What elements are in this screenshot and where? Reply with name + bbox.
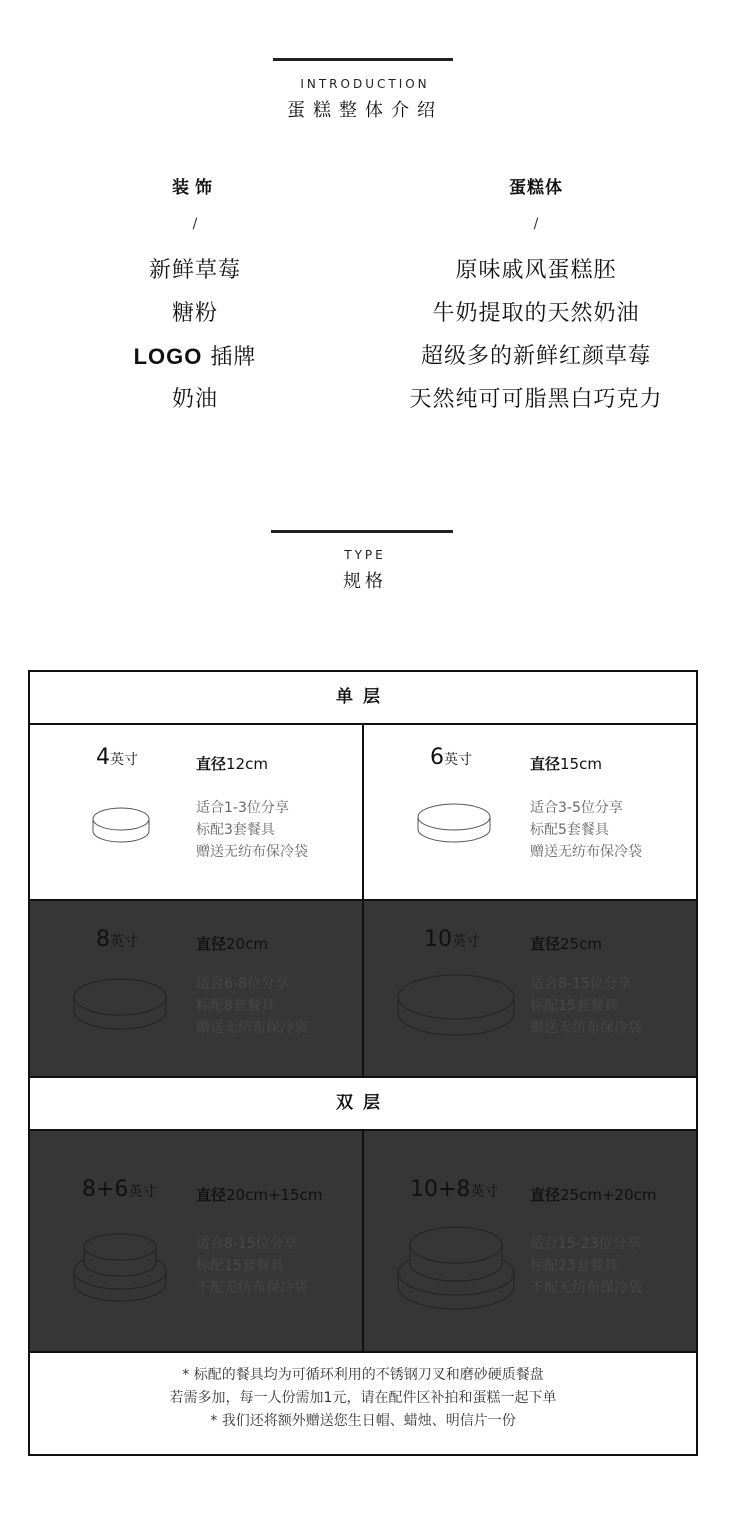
- size-label: 10+8英寸: [410, 1177, 499, 1202]
- divider: [30, 1351, 696, 1353]
- decoration-item: 新鲜草莓: [148, 258, 241, 283]
- intro-top-rule: [273, 58, 453, 61]
- cake-body-item: 原味戚风蛋糕胚: [455, 258, 617, 283]
- size-label: 8+6英寸: [82, 1177, 157, 1202]
- double-cake-icon: [70, 1229, 170, 1309]
- decoration-slash: /: [192, 216, 198, 232]
- bag-text: 赠送无纺布保冷袋: [530, 1020, 642, 1036]
- tableware-text: 标配5套餐具: [530, 822, 609, 838]
- logo-word: LOGO: [133, 344, 203, 369]
- intro-title: 蛋糕整体介绍: [287, 100, 443, 121]
- cake-info: [196, 973, 308, 1039]
- cake-info: [530, 1233, 642, 1299]
- bag-text: 赠送无纺布保冷袋: [196, 1020, 308, 1036]
- decoration-column: [95, 176, 295, 421]
- cake-body-item: 牛奶提取的天然奶油: [432, 301, 640, 326]
- cake-info: [530, 797, 642, 863]
- decoration-item-label: 插牌: [210, 345, 257, 370]
- diameter-label: 直径25cm+20cm: [530, 1186, 657, 1204]
- diameter-label: 直径20cm+15cm: [196, 1186, 323, 1204]
- note-line: * 我们还将额外赠送您生日帽、蜡烛、明信片一份: [210, 1413, 516, 1429]
- double-cake-icon: [394, 1221, 518, 1317]
- cake-icon: [414, 797, 494, 853]
- size-label: 10英寸: [424, 927, 480, 952]
- diameter-label: 直径15cm: [530, 755, 602, 773]
- cake-icon: [394, 967, 518, 1047]
- spec-table: [28, 670, 698, 1456]
- size-card-10-8: [364, 1131, 696, 1351]
- cake-body-slash: /: [533, 216, 539, 232]
- size-label: 8英寸: [96, 927, 138, 952]
- decoration-title: 装饰: [172, 178, 218, 198]
- tableware-text: 标配23套餐具: [530, 1258, 618, 1274]
- tableware-text: 标配15套餐具: [196, 1258, 284, 1274]
- size-label: 6英寸: [430, 745, 472, 770]
- intro-header: [0, 74, 730, 126]
- cake-info: [196, 797, 308, 863]
- intro-eyebrow: INTRODUCTION: [300, 77, 430, 91]
- serves-text: 适合3-5位分享: [530, 800, 623, 816]
- tableware-text: 标配8套餐具: [196, 998, 275, 1014]
- single-layer-header: 单层: [30, 672, 696, 723]
- size-card-8: [30, 901, 362, 1076]
- bag-text: 不配无纺布保冷袋: [196, 1280, 308, 1296]
- serves-text: 适合8-15位分享: [196, 1236, 298, 1252]
- serves-text: 适合15-23位分享: [530, 1236, 641, 1252]
- serves-text: 适合6-8位分享: [196, 976, 289, 992]
- bag-text: 赠送无纺布保冷袋: [196, 844, 308, 860]
- decoration-item: [95, 335, 295, 378]
- cake-body-column: [386, 176, 686, 421]
- cake-body-item: 超级多的新鲜红颜草莓: [420, 344, 651, 369]
- tableware-text: 标配3套餐具: [196, 822, 275, 838]
- size-card-4: [30, 725, 362, 899]
- note-line: 若需多加，每一人份需加1元，请在配件区补拍和蛋糕一起下单: [169, 1390, 557, 1406]
- cake-body-item: 天然纯可可脂黑白巧克力: [409, 387, 663, 412]
- bag-text: 不配无纺布保冷袋: [530, 1280, 642, 1296]
- divider: [362, 1131, 364, 1351]
- diameter-label: 直径25cm: [530, 935, 602, 953]
- tableware-text: 标配15套餐具: [530, 998, 618, 1014]
- cake-info: [530, 973, 642, 1039]
- diameter-label: 直径20cm: [196, 935, 268, 953]
- cake-icon: [88, 801, 154, 851]
- bag-text: 赠送无纺布保冷袋: [530, 844, 642, 860]
- size-card-10: [364, 901, 696, 1076]
- decoration-item: 糖粉: [171, 301, 218, 326]
- type-title: 规格: [343, 571, 387, 592]
- serves-text: 适合1-3位分享: [196, 800, 289, 816]
- size-label: 4英寸: [96, 745, 138, 770]
- type-eyebrow: TYPE: [344, 548, 386, 562]
- decoration-item: 奶油: [171, 387, 218, 412]
- size-card-8-6: [30, 1131, 362, 1351]
- tableware-notes: [30, 1364, 696, 1433]
- note-line: * 标配的餐具均为可循环利用的不锈钢刀叉和磨砂硬质餐盘: [182, 1367, 544, 1383]
- cake-body-title: 蛋糕体: [509, 178, 563, 198]
- diameter-label: 直径12cm: [196, 755, 268, 773]
- serves-text: 适合8-15位分享: [530, 976, 632, 992]
- type-header: [0, 545, 730, 597]
- type-top-rule: [271, 530, 453, 533]
- cake-icon: [70, 973, 170, 1039]
- size-card-6: [364, 725, 696, 899]
- cake-info: [196, 1233, 308, 1299]
- double-layer-header: 双层: [30, 1078, 696, 1129]
